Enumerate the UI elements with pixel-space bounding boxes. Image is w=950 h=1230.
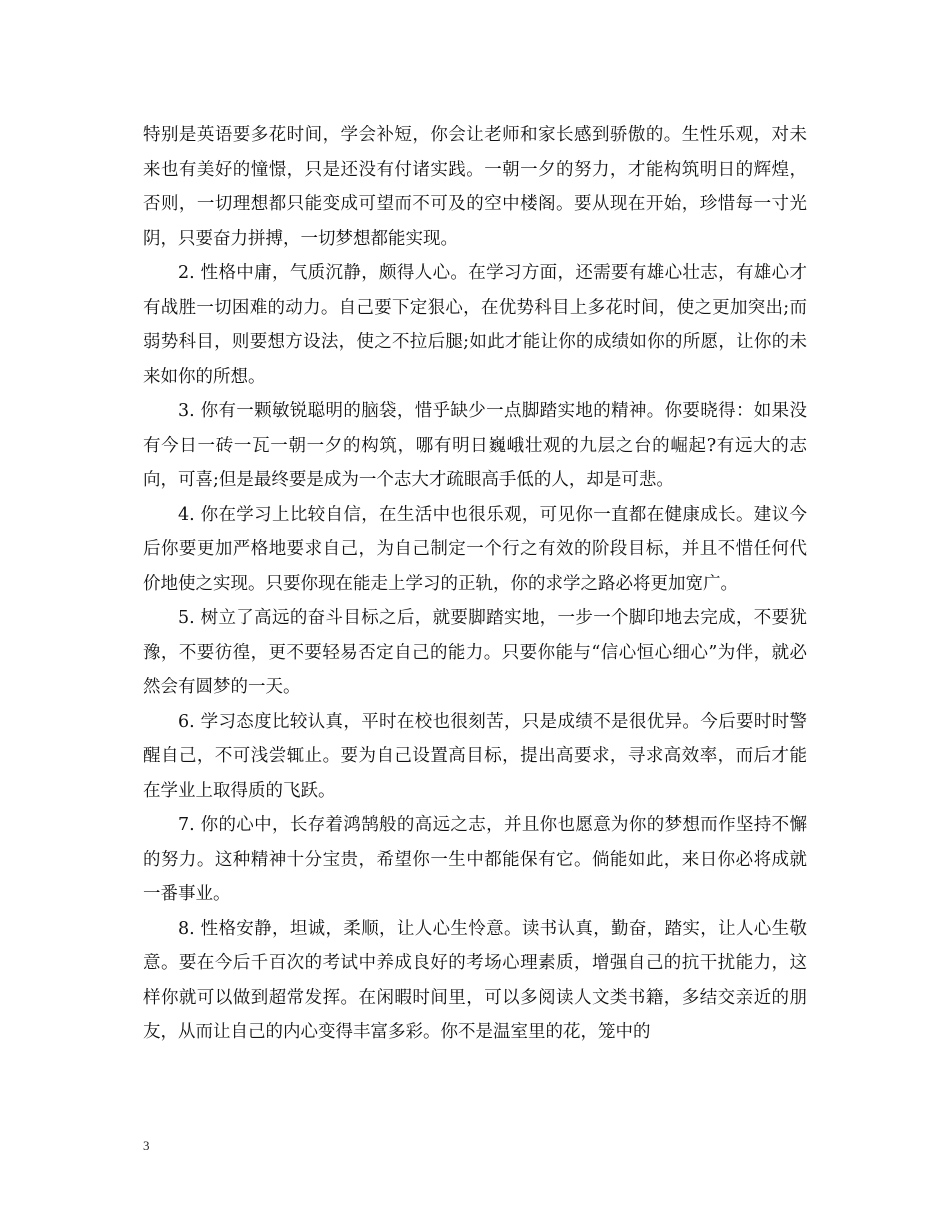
paragraph-comment-8: 8. 性格安静，坦诚，柔顺，让人心生怜意。读书认真，勤奋，踏实，让人心生敬意。要在今后千百次的考试中养成良好的考场心理素质，增强自己的抗干扰能力，这样你就可以做到超常发挥。在闲暇时间里，可以多阅读人文类书籍，多结交亲近的朋友，从而让自己的内心变得丰富多彩。你不是温室里的花，笼中的 <box>143 918 807 1042</box>
paragraph-comment-7: 7. 你的心中，长存着鸿鹄般的高远之志，并且你也愿意为你的梦想而作坚持不懈的努力。这种精神十分宝贵，希望你一生中都能保有它。倘能如此，来日你必将成就一番事业。 <box>143 815 807 904</box>
paragraph-comment-5: 5. 树立了高远的奋斗目标之后，就要脚踏实地，一步一个脚印地去完成，不要犹豫，不要彷徨，更不要轻易否定自己的能力。只要你能与“信心恒心细心”为伴，就必然会有圆梦的一天。 <box>143 608 807 697</box>
paragraph-comment-4: 4. 你在学习上比较自信，在生活中也很乐观，可见你一直都在健康成长。建议今后你要更加严格地要求自己，为自己制定一个行之有效的阶段目标，并且不惜任何代价地使之实现。只要你现在能走上学习的正轨，你的求学之路必将更加宽广。 <box>143 504 807 594</box>
page-number: 3 <box>143 1138 150 1153</box>
document-body <box>143 118 807 1050</box>
paragraph-comment-6: 6. 学习态度比较认真，平时在校也很刻苦，只是成绩不是很优异。今后要时时警醒自己，不可浅尝辄止。要为自己设置高目标，提出高要求，寻求高效率，而后才能在学业上取得质的飞跃。 <box>143 711 807 801</box>
paragraph-continuation: 特别是英语要多花时间，学会补短，你会让老师和家长感到骄傲的。生性乐观，对未来也有美好的憧憬，只是还没有付诸实践。一朝一夕的努力，才能构筑明日的辉煌，否则，一切理想都只能变成可望而不可及的空中楼阁。要从现在开始，珍惜每一寸光阴，只要奋力拼搏，一切梦想都能实现。 <box>143 125 807 249</box>
paragraph-comment-2: 2. 性格中庸，气质沉静，颇得人心。在学习方面，还需要有雄心壮志，有雄心才有战胜一切困难的动力。自己要下定狠心，在优势科目上多花时间，使之更加突出;而弱势科目，则要想方设法，使之不拉后腿;如此才能让你的成绩如你的所愿，让你的未来如你的所想。 <box>143 263 807 387</box>
paragraph-comment-3: 3. 你有一颗敏锐聪明的脑袋，惜乎缺少一点脚踏实地的精神。你要晓得：如果没有今日一砖一瓦一朝一夕的构筑，哪有明日巍峨壮观的九层之台的崛起?有远大的志向，可喜;但是最终要是成为一个志大才疏眼高手低的人，却是可悲。 <box>143 401 807 490</box>
